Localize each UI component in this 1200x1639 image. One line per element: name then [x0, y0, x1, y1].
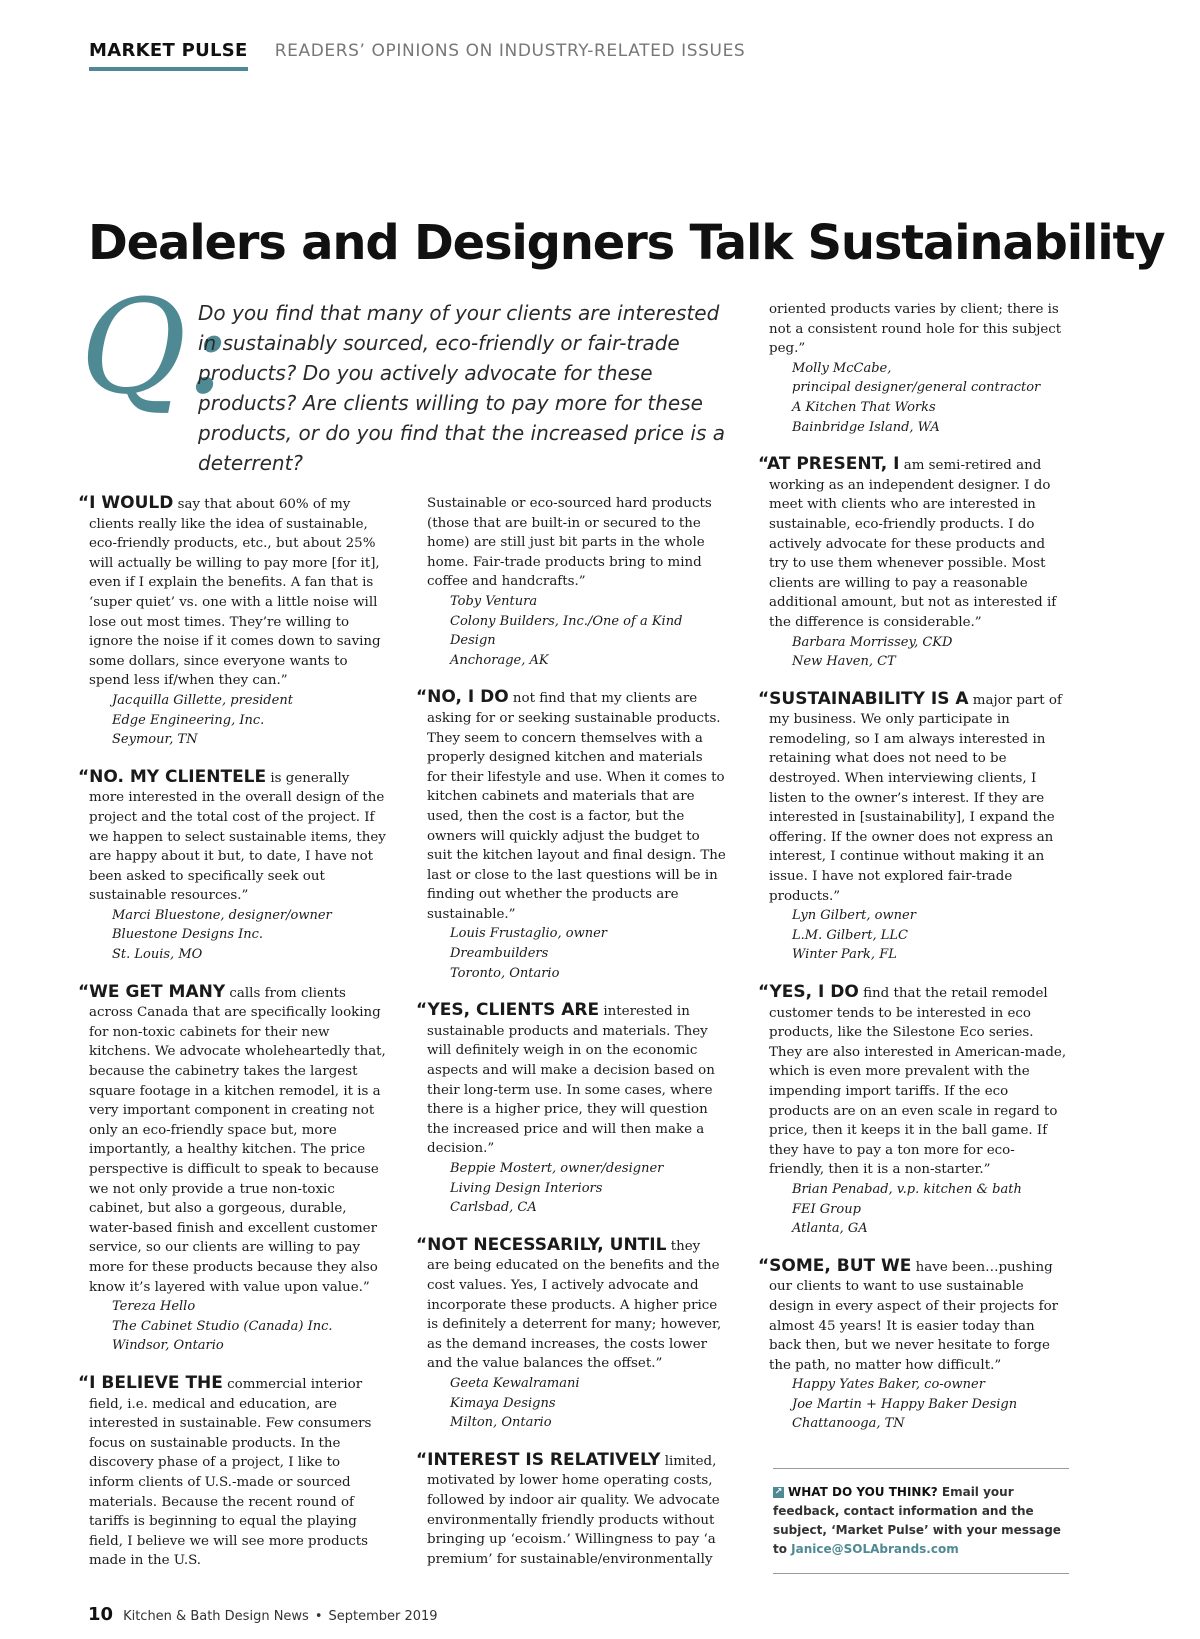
attribution-line: Lyn Gilbert, owner	[792, 908, 916, 924]
response-text: limited, motivated by lower home operating costs, followed by indoor air quality. We advocate environmentally friendly products without bringing up ‘ecoism.’ Willingness to pay ‘a premium’ for sustainable/environmentally	[427, 1453, 720, 1567]
response-lead: “NO, I DO	[416, 687, 509, 708]
feedback-callout	[773, 1468, 1069, 1574]
response-text: commercial interior field, i.e. medical and education, are interested in sustainable. Few consumers focus on sustainable products. In the discovery phase of a project, I like to inform clients of U.S.-made or sourced materials. Because the recent round of tariffs is beginning to equal the playing field, I believe we will see more products made in the U.S.	[89, 1376, 372, 1569]
page-number: 10	[88, 1604, 114, 1625]
attribution-line: Toronto, Ontario	[450, 965, 560, 981]
response-text: interested in sustainable products and materials. They will definitely weigh in on the economic aspects and will make a decision based on their long-term use. In some cases, where there is a higher price, they will question the increased price and will then make a decision.”	[427, 1004, 715, 1157]
attribution-line: New Haven, CT	[792, 654, 896, 670]
attribution-line: Milton, Ontario	[450, 1415, 552, 1431]
response-lead: “WE GET MANY	[78, 981, 226, 1002]
attribution	[758, 906, 1068, 965]
response-text: oriented products varies by client; there is not a consistent round hole for this subject peg.”	[769, 302, 1062, 357]
response-text: Sustainable or eco-sourced hard products (those that are built-in or secured to the home) are still just bit parts in the whole home. Fair-trade products bring to mind coffee and handcrafts.”	[427, 496, 712, 590]
callout-label: WHAT DO YOU THINK?	[788, 1485, 938, 1499]
response-lead: “SUSTAINABILITY IS A	[758, 688, 969, 709]
attribution-line: Seymour, TN	[112, 732, 198, 748]
response-5	[416, 688, 726, 983]
attribution-line: Carlsbad, CA	[450, 1200, 537, 1216]
question-text: Do you find that many of your clients are interested in sustainably sourced, eco-friendly or fair-trade products? Do you actively advocate for these products? Are clients willing to pay more for these products, or do you find that the increased price is a deterrent?	[198, 301, 726, 475]
response-text: say that about 60% of my clients really like the idea of sustainable, eco-friendly products, etc., but about 25% will actually be willing to pay more [for it], even if I explain the benefits. A fan that is ‘super quiet’ vs. one with a little noise will lose out most times. They’re willing to ignore the noise if it comes down to saving some dollars, since everyone wants to spend less if/when they can.”	[89, 497, 381, 689]
attribution	[758, 1180, 1068, 1239]
response-12	[758, 1257, 1068, 1434]
response-text: is generally more interested in the overall design of the project and the total cost of the project. If we happen to select sustainable items, they are happy about it but, to date, I have not been asked to specifically seek out sustainable resources.”	[89, 770, 386, 904]
attribution-line: Toby Ventura	[450, 593, 538, 609]
attribution-line: A Kitchen That Works	[792, 399, 936, 415]
attribution-line: Bainbridge Island, WA	[792, 419, 940, 435]
response-lead: “AT PRESENT, I	[758, 454, 900, 475]
attribution-line: Colony Builders, Inc./One of a Kind Design	[450, 613, 683, 649]
response-1	[78, 494, 388, 750]
response-3	[78, 983, 388, 1356]
attribution-line: Louis Frustaglio, owner	[450, 926, 608, 942]
attribution-line: Geeta Kewalramani	[450, 1375, 580, 1391]
column-2	[416, 494, 726, 1587]
feedback-email-link[interactable]: Janice@SOLAbrands.com	[791, 1542, 959, 1556]
response-lead: “NOT NECESSARILY, UNTIL	[416, 1234, 667, 1255]
attribution	[758, 359, 1068, 437]
attribution-line: Winter Park, FL	[792, 947, 897, 963]
response-text: major part of my business. We only participate in remodeling, so I am always interested in retaining what does not need to be destroyed. When interviewing clients, I listen to the owner’s interest. If they are interested in [sustainability], I expand the offering. If the owner does not express an interest, I continue without making it an issue. I have not explored fair-trade products.”	[769, 692, 1062, 904]
attribution-line: Barbara Morrissey, CKD	[792, 634, 953, 650]
attribution	[78, 906, 388, 965]
response-10	[758, 690, 1068, 965]
response-lead: “YES, I DO	[758, 982, 859, 1002]
attribution-line: Marci Bluestone, designer/owner	[112, 907, 332, 923]
attribution	[78, 1297, 388, 1356]
attribution	[416, 592, 726, 670]
response-text: am semi-retired and working as an independent designer. I do meet with clients who are interested in sustainable, eco-friendly products. I do actively advocate for these products and try to use them whenever possible. Most clients are willing to pay a reasonable additional amount, but not as interested if the difference is considerable.”	[769, 458, 1057, 630]
response-lead: “YES, CLIENTS ARE	[416, 1000, 600, 1021]
response-4	[78, 1374, 388, 1571]
response-text: they are being educated on the benefits and the cost values. Yes, I actively advocate and incorporate these products. A higher price is definitely a deterrent for many; however, as the demand increases, the costs lower and the value balances the offset.”	[427, 1238, 722, 1372]
attribution-line: Jacquilla Gillette, president	[112, 692, 293, 708]
publication-name: Kitchen & Bath Design News	[123, 1609, 309, 1624]
response-lead: “INTEREST IS RELATIVELY	[416, 1449, 661, 1470]
attribution-line: Bluestone Designs Inc.	[112, 927, 264, 943]
response-text: calls from clients across Canada that are specifically looking for non-toxic cabinets for their new kitchens. We advocate wholeheartedly that, because the cabinetry takes the largest square footage in a kitchen remodel, it is a very important component in creating not only an eco-friendly space but, more importantly, a healthy kitchen. The price perspective is difficult to speak to because we not only provide a true non-toxic cabinet, but also a gorgeous, durable, water-based finish and excellent customer service, so our clients are willing to pay more for these products because they also know it’s layered with value upon value.”	[89, 985, 386, 1295]
response-text: have been…pushing our clients to want to use sustainable design in every aspect of their projects for almost 45 years! It is easier today than back then, but we never hesitate to forge the path, no matter how difficult.”	[769, 1259, 1059, 1373]
attribution-line: The Cabinet Studio (Canada) Inc.	[112, 1318, 333, 1334]
column-1	[78, 494, 388, 1589]
attribution	[416, 1159, 726, 1218]
response-text: not find that my clients are asking for or seeking sustainable products. They seem to concern themselves with a properly designed kitchen and materials for their lifestyle and use. When it comes to kitchen cabinets and materials that are used, then the cost is a factor, but the owners will quickly adjust the budget to suit the kitchen layout and final design. The last or close to the last questions will be in finding out whether the products are sustainable.”	[427, 691, 726, 922]
response-6	[416, 1001, 726, 1218]
column-3	[758, 300, 1068, 1452]
attribution-line: Happy Yates Baker, co-owner	[792, 1377, 985, 1393]
attribution	[78, 691, 388, 750]
attribution-line: Anchorage, AK	[450, 652, 549, 668]
response-11	[758, 983, 1068, 1239]
arrow-icon: ↗	[774, 1487, 783, 1497]
attribution-line: Brian Penabad, v.p. kitchen & bath	[792, 1181, 1022, 1197]
response-9	[758, 455, 1068, 672]
response-text: find that the retail remodel customer tends to be interested in eco products, like the Silestone Eco series. They are also interested in American-made, which is even more prevalent with the impending import tariffs. If the eco products are on an even scale in regard to price, then it keeps it in the ball game. If they have to pay a ton more for eco-friendly, then it is a non-starter.”	[769, 986, 1067, 1178]
attribution-line: Molly McCabe,	[792, 360, 892, 376]
article-title: Dealers and Designers Talk Sustainability	[88, 215, 1165, 271]
section-subtitle: READERS’ OPINIONS ON INDUSTRY-RELATED ISSUES	[274, 41, 746, 61]
response-lead: “I WOULD	[78, 493, 174, 513]
response-8	[416, 1451, 726, 1570]
attribution-line: Windsor, Ontario	[112, 1338, 224, 1354]
footer-bullet: •	[314, 1609, 323, 1624]
attribution	[758, 633, 1068, 672]
callout-text: Email your feedback, contact information and the subject, ‘Market Pulse’ with your message to	[773, 1485, 1061, 1556]
response-8-continued	[758, 300, 1068, 437]
response-2	[78, 768, 388, 965]
response-lead: “NO. MY CLIENTELE	[78, 766, 267, 787]
section-tag: MARKET PULSE	[89, 40, 248, 71]
attribution-line: Dreambuilders	[450, 946, 549, 962]
attribution-line: L.M. Gilbert, LLC	[792, 927, 908, 943]
attribution-line: Chattanooga, TN	[792, 1416, 905, 1432]
attribution-line: FEI Group	[792, 1201, 861, 1217]
attribution-line: Beppie Mostert, owner/designer	[450, 1161, 664, 1176]
attribution-line: principal designer/general contractor	[792, 380, 1041, 396]
attribution-line: Joe Martin + Happy Baker Design	[792, 1396, 1018, 1412]
attribution-line: Atlanta, GA	[792, 1221, 868, 1237]
attribution-line: St. Louis, MO	[112, 947, 203, 963]
issue-date: September 2019	[328, 1609, 438, 1624]
response-lead: “I BELIEVE THE	[78, 1372, 223, 1393]
question-letter: Q:	[80, 271, 231, 423]
response-7	[416, 1236, 726, 1433]
attribution-line: Edge Engineering, Inc.	[112, 712, 265, 728]
attribution	[416, 1374, 726, 1433]
attribution	[416, 924, 726, 983]
attribution-line: Tereza Hello	[112, 1299, 196, 1315]
attribution-line: Living Design Interiors	[450, 1180, 603, 1196]
footer	[88, 1604, 438, 1625]
response-lead: “SOME, BUT WE	[758, 1255, 912, 1276]
attribution	[758, 1375, 1068, 1434]
response-4-continued	[416, 494, 726, 670]
header	[89, 40, 745, 80]
attribution-line: Kimaya Designs	[450, 1395, 556, 1411]
